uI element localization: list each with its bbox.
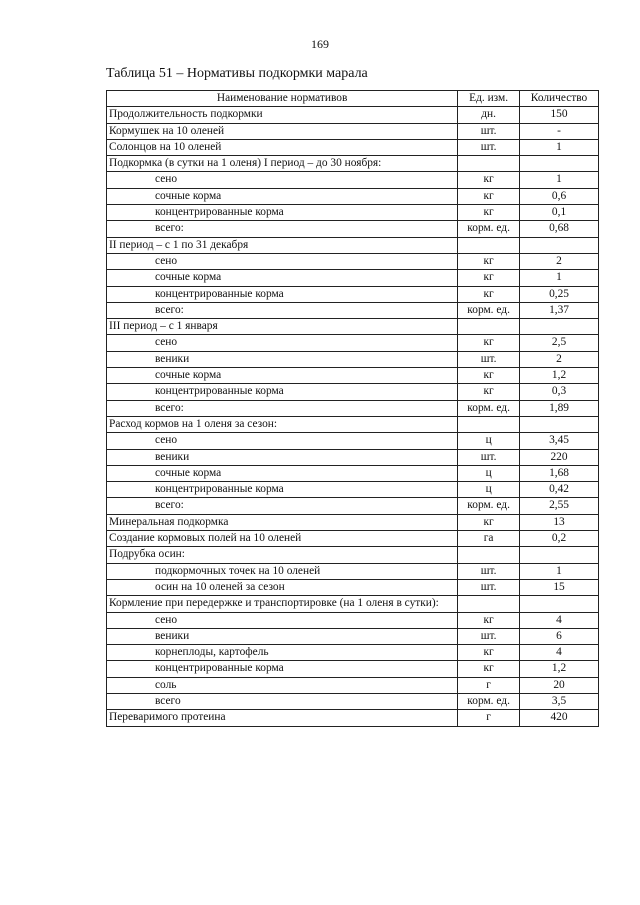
- row-unit-cell: г: [458, 677, 520, 693]
- table-row: [107, 482, 599, 498]
- row-quantity-cell: 15: [520, 579, 599, 595]
- table-row: [107, 368, 599, 384]
- table-row: [107, 302, 599, 318]
- row-unit-cell: корм. ед.: [458, 693, 520, 709]
- row-name-cell: всего: [107, 693, 458, 709]
- table-row: [107, 351, 599, 367]
- row-quantity-cell: 4: [520, 612, 599, 628]
- table-row: [107, 465, 599, 481]
- row-name-cell: сочные корма: [107, 465, 458, 481]
- row-quantity-cell: 0,1: [520, 205, 599, 221]
- row-unit-cell: ц: [458, 465, 520, 481]
- row-unit-cell: [458, 596, 520, 612]
- row-unit-cell: кг: [458, 172, 520, 188]
- row-name-cell: II период – с 1 по 31 декабря: [107, 237, 458, 253]
- row-name-cell: Минеральная подкормка: [107, 514, 458, 530]
- row-quantity-cell: [520, 547, 599, 563]
- row-name-cell: концентрированные корма: [107, 384, 458, 400]
- row-name-cell: концентрированные корма: [107, 482, 458, 498]
- table-row: [107, 270, 599, 286]
- row-name-cell: сено: [107, 612, 458, 628]
- table-row: [107, 286, 599, 302]
- row-quantity-cell: 0,6: [520, 188, 599, 204]
- row-quantity-cell: 0,68: [520, 221, 599, 237]
- table-row: [107, 172, 599, 188]
- row-unit-cell: шт.: [458, 628, 520, 644]
- row-unit-cell: шт.: [458, 449, 520, 465]
- row-unit-cell: [458, 547, 520, 563]
- table-row: [107, 449, 599, 465]
- row-name-cell: корнеплоды, картофель: [107, 645, 458, 661]
- row-unit-cell: [458, 237, 520, 253]
- row-quantity-cell: 220: [520, 449, 599, 465]
- row-unit-cell: шт.: [458, 139, 520, 155]
- row-unit-cell: га: [458, 531, 520, 547]
- row-quantity-cell: 150: [520, 107, 599, 123]
- table-row: [107, 319, 599, 335]
- row-unit-cell: [458, 416, 520, 432]
- row-unit-cell: корм. ед.: [458, 302, 520, 318]
- row-quantity-cell: 0,25: [520, 286, 599, 302]
- table-header-row: [107, 91, 599, 107]
- row-quantity-cell: 2,5: [520, 335, 599, 351]
- row-name-cell: концентрированные корма: [107, 661, 458, 677]
- row-unit-cell: шт.: [458, 123, 520, 139]
- table-row: [107, 237, 599, 253]
- header-quantity: Количество: [520, 91, 599, 107]
- row-name-cell: Подрубка осин:: [107, 547, 458, 563]
- row-quantity-cell: 3,5: [520, 693, 599, 709]
- row-quantity-cell: 1,89: [520, 400, 599, 416]
- table-row: [107, 416, 599, 432]
- row-quantity-cell: 1: [520, 270, 599, 286]
- row-name-cell: соль: [107, 677, 458, 693]
- row-quantity-cell: 0,2: [520, 531, 599, 547]
- table-row: [107, 107, 599, 123]
- row-name-cell: сочные корма: [107, 270, 458, 286]
- row-unit-cell: кг: [458, 384, 520, 400]
- row-quantity-cell: 3,45: [520, 433, 599, 449]
- row-quantity-cell: [520, 319, 599, 335]
- row-unit-cell: ц: [458, 433, 520, 449]
- table-row: [107, 205, 599, 221]
- row-quantity-cell: 0,42: [520, 482, 599, 498]
- row-quantity-cell: [520, 156, 599, 172]
- row-quantity-cell: 1,68: [520, 465, 599, 481]
- table-row: [107, 433, 599, 449]
- row-unit-cell: кг: [458, 335, 520, 351]
- row-name-cell: Солонцов на 10 оленей: [107, 139, 458, 155]
- row-name-cell: сочные корма: [107, 188, 458, 204]
- row-unit-cell: корм. ед.: [458, 400, 520, 416]
- table-row: [107, 123, 599, 139]
- table-body: [107, 107, 599, 726]
- table-row: [107, 139, 599, 155]
- row-name-cell: подкормочных точек на 10 оленей: [107, 563, 458, 579]
- norms-table: [106, 90, 599, 727]
- row-name-cell: Кормление при передержке и транспортировке (на 1 оленя в сутки):: [107, 596, 458, 612]
- table-row: [107, 188, 599, 204]
- row-name-cell: Создание кормовых полей на 10 оленей: [107, 531, 458, 547]
- row-unit-cell: [458, 156, 520, 172]
- table-row: [107, 661, 599, 677]
- row-name-cell: сено: [107, 433, 458, 449]
- row-quantity-cell: -: [520, 123, 599, 139]
- row-name-cell: всего:: [107, 400, 458, 416]
- table-title: Таблица 51 – Нормативы подкормки марала: [106, 66, 368, 81]
- row-unit-cell: кг: [458, 286, 520, 302]
- row-name-cell: осин на 10 оленей за сезон: [107, 579, 458, 595]
- table-row: [107, 498, 599, 514]
- row-name-cell: всего:: [107, 221, 458, 237]
- table-row: [107, 693, 599, 709]
- row-name-cell: Продолжительность подкормки: [107, 107, 458, 123]
- row-unit-cell: кг: [458, 514, 520, 530]
- row-unit-cell: кг: [458, 661, 520, 677]
- row-name-cell: веники: [107, 449, 458, 465]
- row-unit-cell: корм. ед.: [458, 221, 520, 237]
- row-name-cell: сено: [107, 172, 458, 188]
- row-name-cell: сочные корма: [107, 368, 458, 384]
- row-quantity-cell: 1,2: [520, 661, 599, 677]
- row-unit-cell: кг: [458, 253, 520, 269]
- table-row: [107, 579, 599, 595]
- row-name-cell: Расход кормов на 1 оленя за сезон:: [107, 416, 458, 432]
- row-name-cell: Подкормка (в сутки на 1 оленя) I период – до 30 ноября:: [107, 156, 458, 172]
- row-quantity-cell: 0,3: [520, 384, 599, 400]
- table-row: [107, 710, 599, 726]
- table-row: [107, 645, 599, 661]
- table-row: [107, 677, 599, 693]
- row-unit-cell: ц: [458, 482, 520, 498]
- row-unit-cell: шт.: [458, 563, 520, 579]
- row-unit-cell: шт.: [458, 351, 520, 367]
- table-row: [107, 400, 599, 416]
- row-quantity-cell: 420: [520, 710, 599, 726]
- row-unit-cell: дн.: [458, 107, 520, 123]
- row-quantity-cell: 1: [520, 563, 599, 579]
- row-name-cell: Переваримого протеина: [107, 710, 458, 726]
- row-name-cell: всего:: [107, 302, 458, 318]
- table-row: [107, 514, 599, 530]
- row-name-cell: веники: [107, 628, 458, 644]
- row-name-cell: веники: [107, 351, 458, 367]
- row-name-cell: концентрированные корма: [107, 205, 458, 221]
- row-quantity-cell: 2: [520, 253, 599, 269]
- row-quantity-cell: 2: [520, 351, 599, 367]
- table-row: [107, 612, 599, 628]
- table-row: [107, 596, 599, 612]
- table-row: [107, 531, 599, 547]
- table-row: [107, 156, 599, 172]
- row-unit-cell: шт.: [458, 579, 520, 595]
- row-name-cell: концентрированные корма: [107, 286, 458, 302]
- row-quantity-cell: [520, 596, 599, 612]
- row-quantity-cell: 4: [520, 645, 599, 661]
- row-name-cell: Кормушек на 10 оленей: [107, 123, 458, 139]
- table-row: [107, 221, 599, 237]
- row-quantity-cell: 1,37: [520, 302, 599, 318]
- row-quantity-cell: 1,2: [520, 368, 599, 384]
- row-name-cell: всего:: [107, 498, 458, 514]
- row-name-cell: III период – с 1 января: [107, 319, 458, 335]
- page-number: 169: [311, 37, 329, 51]
- row-quantity-cell: 6: [520, 628, 599, 644]
- table-row: [107, 253, 599, 269]
- row-unit-cell: кг: [458, 645, 520, 661]
- row-quantity-cell: 20: [520, 677, 599, 693]
- row-unit-cell: кг: [458, 368, 520, 384]
- table-row: [107, 563, 599, 579]
- header-name: Наименование нормативов: [107, 91, 458, 107]
- table-row: [107, 384, 599, 400]
- row-quantity-cell: 13: [520, 514, 599, 530]
- header-unit: Ед. изм.: [458, 91, 520, 107]
- table-row: [107, 335, 599, 351]
- row-quantity-cell: 1: [520, 172, 599, 188]
- row-quantity-cell: 1: [520, 139, 599, 155]
- table-row: [107, 628, 599, 644]
- row-unit-cell: кг: [458, 270, 520, 286]
- row-unit-cell: кг: [458, 205, 520, 221]
- row-quantity-cell: 2,55: [520, 498, 599, 514]
- table-row: [107, 547, 599, 563]
- row-unit-cell: корм. ед.: [458, 498, 520, 514]
- row-quantity-cell: [520, 237, 599, 253]
- row-quantity-cell: [520, 416, 599, 432]
- row-name-cell: сено: [107, 335, 458, 351]
- row-unit-cell: [458, 319, 520, 335]
- row-unit-cell: г: [458, 710, 520, 726]
- row-unit-cell: кг: [458, 612, 520, 628]
- row-name-cell: сено: [107, 253, 458, 269]
- row-unit-cell: кг: [458, 188, 520, 204]
